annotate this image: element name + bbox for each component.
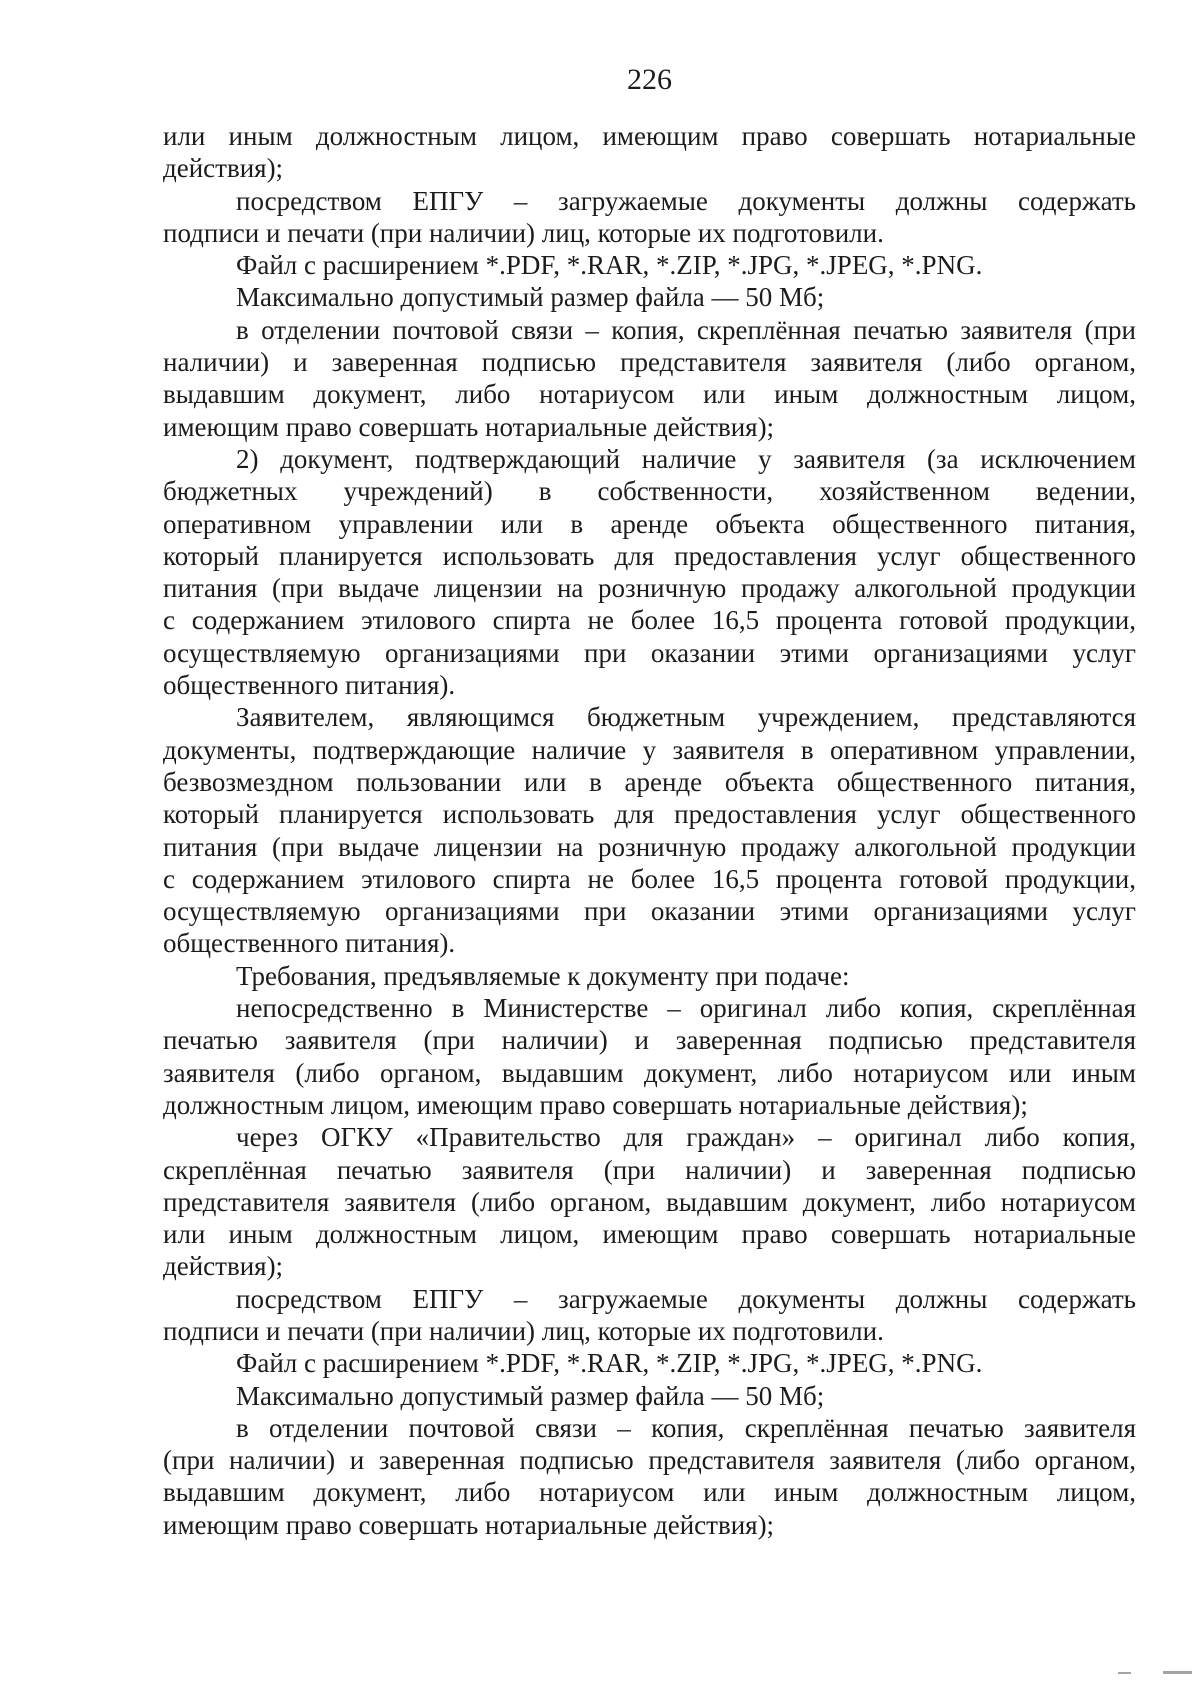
text-line: скреплённая печатью заявителя (при наличии) и заверенная подписью — [163, 1154, 1136, 1185]
text-line: действия); — [163, 1251, 284, 1282]
text-line: непосредственно в Министерстве – оригинал либо копия, скреплённая — [236, 993, 1136, 1024]
text-line: который планируется использовать для предоставления услуг общественного — [163, 540, 1136, 571]
text-line: с содержанием этилового спирта не более 16,5 процента готовой продукции, — [163, 605, 1136, 636]
text-line: в отделении почтовой связи – копия, скреплённая печатью заявителя (при — [236, 314, 1136, 345]
text-line: выдавшим документ, либо нотариусом или иным должностным лицом, — [163, 379, 1136, 410]
text-line: должностным лицом, имеющим право совершать нотариальные действия); — [163, 1089, 1028, 1120]
text-line: питания (при выдаче лицензии на розничную продажу алкогольной продукции — [163, 831, 1136, 862]
text-line: посредством ЕПГУ – загружаемые документы должны содержать — [236, 1283, 1136, 1314]
text-line: наличии) и заверенная подписью представителя заявителя (либо органом, — [163, 347, 1136, 378]
text-line: Максимально допустимый размер файла — 50 Мб; — [236, 1380, 825, 1411]
text-line: (при наличии) и заверенная подписью представителя заявителя (либо органом, — [163, 1445, 1136, 1476]
text-line: печатью заявителя (при наличии) и заверенная подписью представителя — [163, 1025, 1136, 1056]
text-line: который планируется использовать для предоставления услуг общественного — [163, 799, 1136, 830]
text-line: имеющим право совершать нотариальные действия); — [163, 411, 775, 442]
text-line: осуществляемую организациями при оказании этими организациями услуг — [163, 637, 1136, 668]
text-line: Требования, предъявляемые к документу при подаче: — [236, 960, 850, 991]
text-line: через ОГКУ «Правительство для граждан» – оригинал либо копия, — [236, 1122, 1136, 1153]
text-line: Файл с расширением *.PDF, *.RAR, *.ZIP, *.JPG, *.JPEG, *.PNG. — [236, 1348, 983, 1379]
text-line: 2) документ, подтверждающий наличие у заявителя (за исключением — [236, 443, 1136, 474]
text-line: или иным должностным лицом, имеющим право совершать нотариальные — [163, 1219, 1136, 1250]
text-line: документы, подтверждающие наличие у заявителя в оперативном управлении, — [163, 734, 1136, 765]
text-line: в отделении почтовой связи – копия, скреплённая печатью заявителя — [236, 1412, 1136, 1443]
text-line: Заявителем, являющимся бюджетным учреждением, представляются — [236, 702, 1136, 733]
text-block — [163, 120, 1136, 1541]
text-line: действия); — [163, 153, 284, 184]
text-line: Файл с расширением *.PDF, *.RAR, *.ZIP, *.JPG, *.JPEG, *.PNG. — [236, 250, 983, 281]
text-line: выдавшим документ, либо нотариусом или иным должностным лицом, — [163, 1477, 1136, 1508]
text-line: осуществляемую организациями при оказании этими организациями услуг — [163, 896, 1136, 927]
text-line: общественного питания). — [163, 670, 456, 701]
text-line: представителя заявителя (либо органом, выдавшим документ, либо нотариусом — [163, 1186, 1136, 1217]
text-line: Максимально допустимый размер файла — 50 Мб; — [236, 282, 825, 313]
text-line: имеющим право совершать нотариальные действия); — [163, 1509, 775, 1540]
text-line: подписи и печати (при наличии) лиц, которые их подготовили. — [163, 217, 884, 248]
text-line: бюджетных учреждений) в собственности, хозяйственном ведении, — [163, 476, 1136, 507]
scan-artifact-mark — [1118, 1672, 1131, 1674]
scan-artifact-mark — [1163, 1671, 1192, 1674]
text-line: посредством ЕПГУ – загружаемые документы должны содержать — [236, 185, 1136, 216]
text-line: подписи и печати (при наличии) лиц, которые их подготовили. — [163, 1315, 884, 1346]
text-line: с содержанием этилового спирта не более 16,5 процента готовой продукции, — [163, 863, 1136, 894]
text-line: безвозмездном пользовании или в аренде объекта общественного питания, — [163, 766, 1136, 797]
text-line: оперативном управлении или в аренде объекта общественного питания, — [163, 508, 1136, 539]
page-number: 226 — [627, 63, 672, 96]
text-line: или иным должностным лицом, имеющим право совершать нотариальные — [163, 121, 1136, 151]
text-line: питания (при выдаче лицензии на розничную продажу алкогольной продукции — [163, 573, 1136, 604]
text-line: общественного питания). — [163, 928, 456, 959]
text-line: заявителя (либо органом, выдавшим документ, либо нотариусом или иным — [163, 1057, 1136, 1088]
